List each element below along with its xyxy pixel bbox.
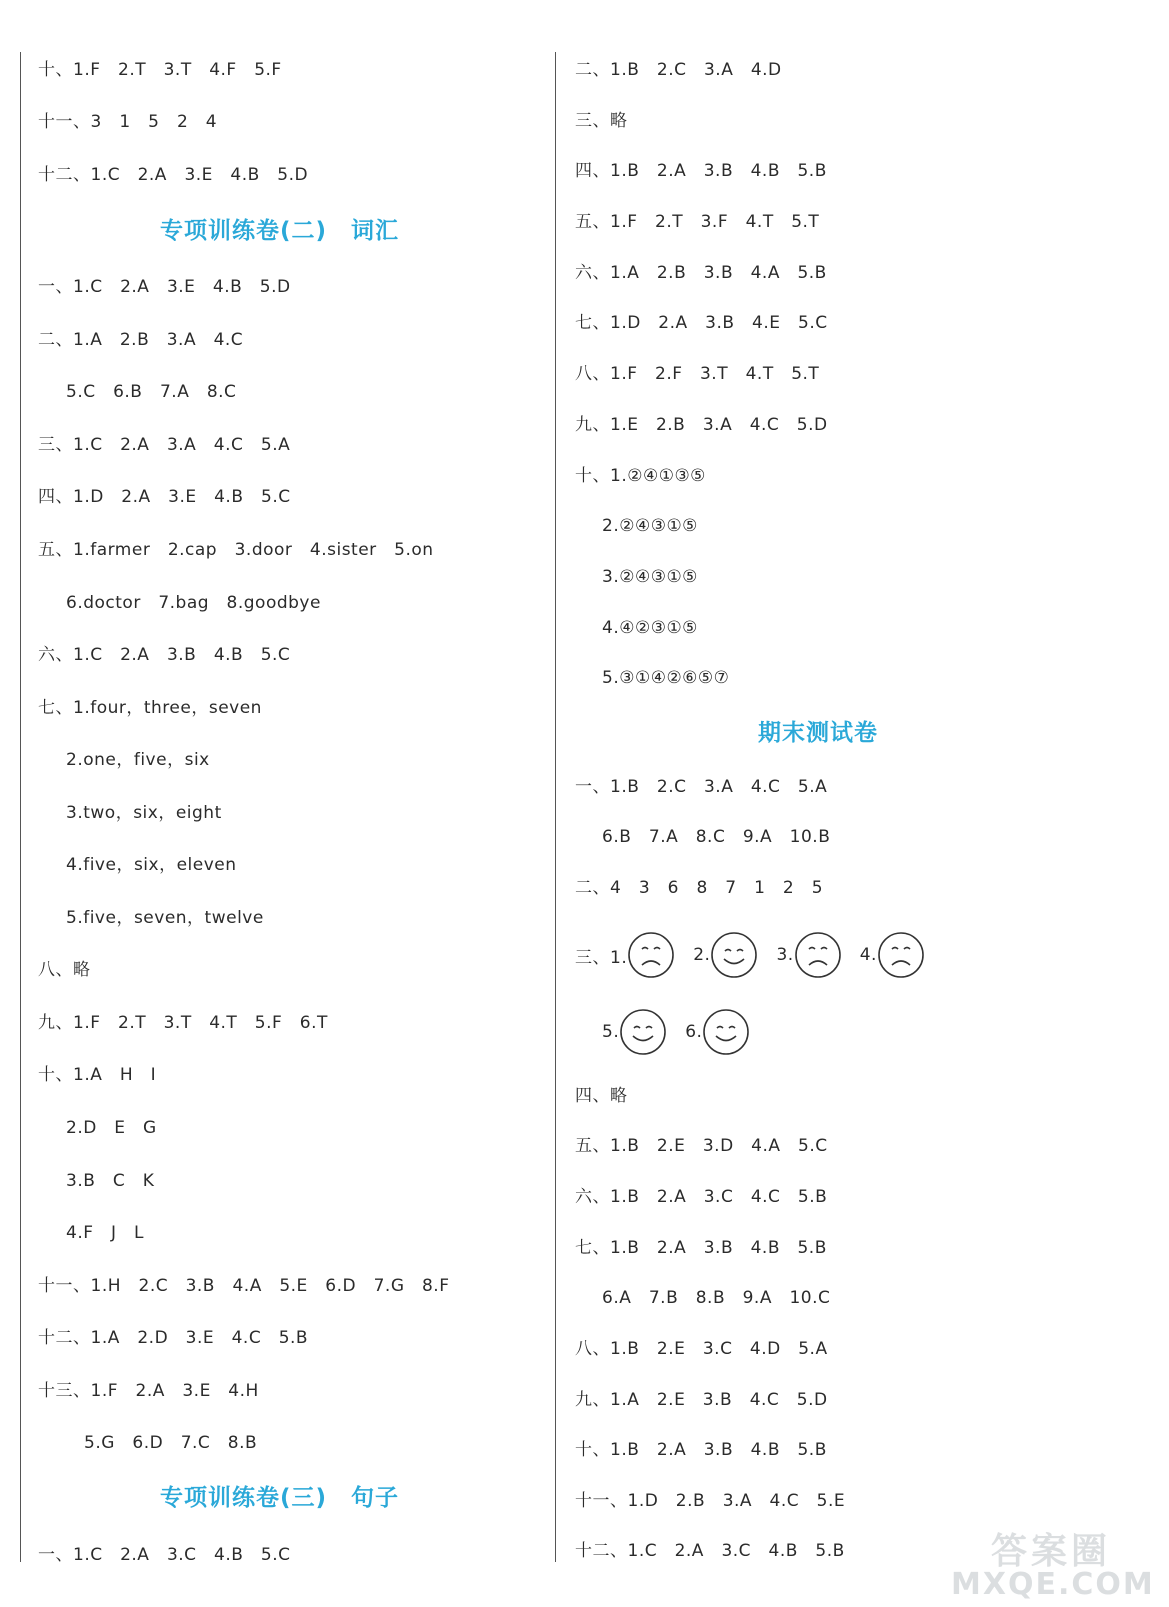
face-label: 3. [776,945,794,965]
answer-line: 八、略 [38,960,91,980]
section-heading: 期末测试卷 [758,720,878,746]
column-divider-rule [555,52,556,1562]
answer-line: 4.④②③①⑤ [602,618,698,638]
watermark-logo [951,1523,1155,1603]
answer-line: 十一、1.D 2.B 3.A 4.C 5.E [575,1491,846,1511]
answer-line: 5.③①④②⑥⑤⑦ [602,668,730,688]
answer-line: 三、1.C 2.A 3.A 4.C 5.A [38,435,291,455]
answer-line: 一、1.B 2.C 3.A 4.C 5.A [575,777,828,797]
answer-line: 6.B 7.A 8.C 9.A 10.B [602,827,831,847]
answer-line: 五、1.B 2.E 3.D 4.A 5.C [575,1136,828,1156]
answer-line: 十二、1.C 2.A 3.E 4.B 5.D [38,165,309,185]
answer-line: 十、1.②④①③⑤ [575,466,706,486]
answer-line: 十一、1.H 2.C 3.B 4.A 5.E 6.D 7.G 8.F [38,1276,450,1296]
happy-face-icon [710,931,758,979]
face-label: 2. [693,945,711,965]
watermark-bottom-text: MXQE.COM [951,1567,1155,1602]
answer-line: 二、1.A 2.B 3.A 4.C [38,330,244,350]
answer-line: 3.two，six，eight [66,803,222,823]
answer-line: 九、1.F 2.T 3.T 4.T 5.F 6.T [38,1013,328,1033]
answer-line: 2.②④③①⑤ [602,516,698,536]
section-heading: 专项训练卷(三) 句子 [160,1485,400,1511]
answer-line: 七、1.B 2.A 3.B 4.B 5.B [575,1238,827,1258]
answer-line: 一、1.C 2.A 3.C 4.B 5.C [38,1545,291,1565]
answer-line: 3.②④③①⑤ [602,567,698,587]
answer-line: 七、1.D 2.A 3.B 4.E 5.C [575,313,828,333]
face-label: 4. [859,945,877,965]
face-row-2 [602,1006,768,1058]
answer-line: 2.D E G [66,1118,157,1138]
answer-line: 2.one，five，six [66,750,210,770]
happy-face-icon [702,1008,750,1056]
answer-line: 三、略 [575,111,628,131]
answer-line: 四、1.B 2.A 3.B 4.B 5.B [575,161,827,181]
face-label: 5. [602,1022,620,1042]
answer-line: 5.G 6.D 7.C 8.B [84,1433,258,1453]
answer-line: 六、1.B 2.A 3.C 4.C 5.B [575,1187,828,1207]
answer-line: 九、1.A 2.E 3.B 4.C 5.D [575,1390,828,1410]
answer-line: 六、1.C 2.A 3.B 4.B 5.C [38,645,291,665]
answer-line: 十三、1.F 2.A 3.E 4.H [38,1381,259,1401]
answer-line: 十二、1.A 2.D 3.E 4.C 5.B [38,1328,309,1348]
face-row-1 [575,929,943,981]
answer-line: 4.five，six，eleven [66,855,237,875]
answer-line: 七、1.four，three，seven [38,698,262,718]
face-label: 三、1. [575,947,628,968]
face-label: 6. [685,1022,703,1042]
answer-line: 5.five，seven，twelve [66,908,264,928]
answer-line: 五、1.farmer 2.cap 3.door 4.sister 5.on [38,540,434,560]
sad-face-icon [794,931,842,979]
answer-line: 九、1.E 2.B 3.A 4.C 5.D [575,415,828,435]
answer-line: 5.C 6.B 7.A 8.C [66,382,237,402]
answer-line: 八、1.F 2.F 3.T 4.T 5.T [575,364,820,384]
sad-face-icon [627,931,675,979]
answer-line: 十、1.B 2.A 3.B 4.B 5.B [575,1440,827,1460]
answer-line: 十、1.F 2.T 3.T 4.F 5.F [38,60,282,80]
section-heading: 专项训练卷(二) 词汇 [160,218,400,244]
answer-line: 一、1.C 2.A 3.E 4.B 5.D [38,277,291,297]
answer-line: 八、1.B 2.E 3.C 4.D 5.A [575,1339,828,1359]
answer-line: 五、1.F 2.T 3.F 4.T 5.T [575,212,820,232]
answer-line: 3.B C K [66,1171,155,1191]
answer-line: 二、1.B 2.C 3.A 4.D [575,60,782,80]
happy-face-icon [619,1008,667,1056]
left-margin-rule [20,52,21,1562]
answer-line: 6.doctor 7.bag 8.goodbye [66,593,321,613]
answer-line: 十一、3 1 5 2 4 [38,112,218,132]
answer-line: 十、1.A H I [38,1065,157,1085]
answer-line: 二、4 3 6 8 7 1 2 5 [575,878,824,898]
sad-face-icon [877,931,925,979]
answer-line: 十二、1.C 2.A 3.C 4.B 5.B [575,1541,845,1561]
answer-line: 六、1.A 2.B 3.B 4.A 5.B [575,263,827,283]
answer-line: 四、1.D 2.A 3.E 4.B 5.C [38,487,291,507]
answer-line: 6.A 7.B 8.B 9.A 10.C [602,1288,831,1308]
answer-line: 4.F J L [66,1223,144,1243]
watermark-top-text: 答案圈 [991,1531,1112,1572]
answer-line: 四、略 [575,1086,628,1106]
